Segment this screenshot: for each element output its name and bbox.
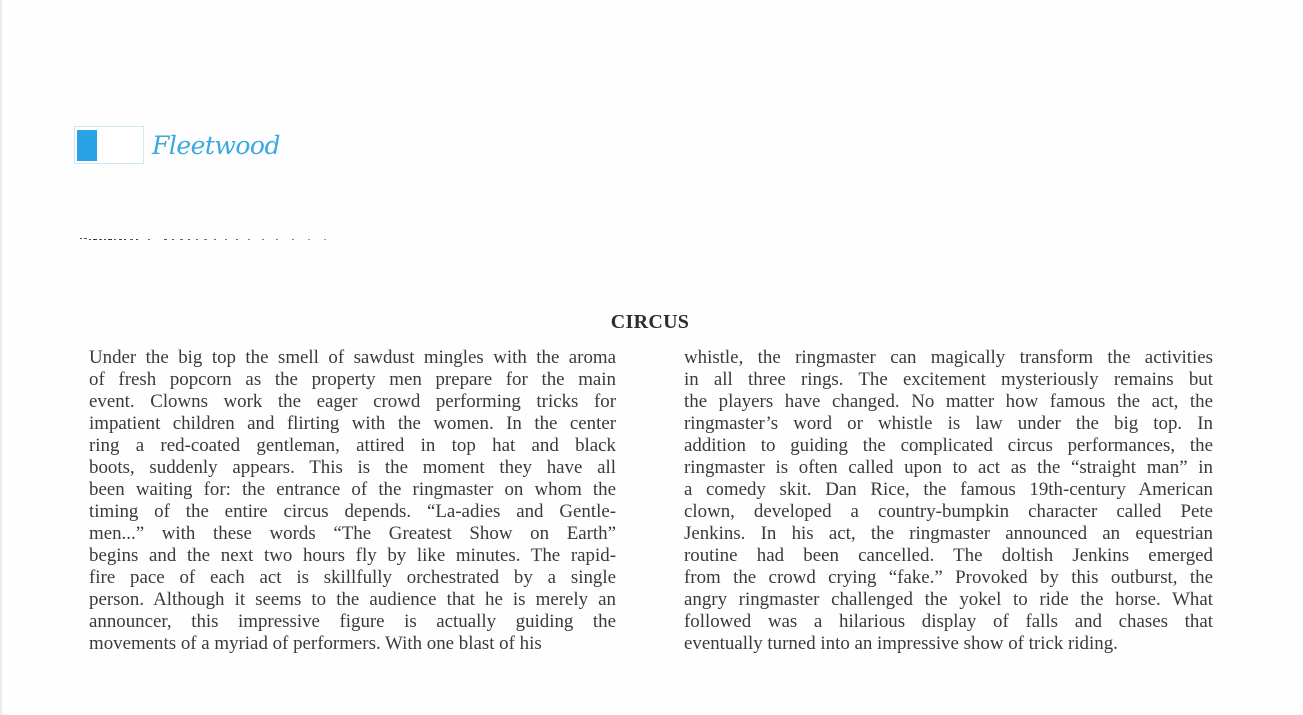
text-line: movements of a myriad of performers. With one blast of his (89, 633, 542, 654)
logo-mark-icon (74, 126, 144, 164)
text-line: event. Clowns work the eager crowd performing tricks for (89, 391, 616, 412)
text-line: been waiting for: the entrance of the ringmaster on whom the (89, 479, 616, 500)
page-edge (0, 0, 2, 715)
text-line: timing of the entire circus depends. “La-adies and Gentle- (89, 501, 616, 522)
text-line: eventually turned into an impressive show of trick riding. (684, 633, 1118, 654)
text-line: ringmaster’s word or whistle is law under the big top. In (684, 413, 1213, 434)
text-line: addition to guiding the complicated circus performances, the (684, 435, 1213, 456)
text-line: a comedy skit. Dan Rice, the famous 19th-century American (684, 479, 1213, 500)
text-line: ringmaster is often called upon to act as the “straight man” in (684, 457, 1213, 478)
text-line: the players have changed. No matter how famous the act, the (684, 391, 1213, 412)
scan-artifact (80, 236, 330, 242)
text-line: fire pace of each act is skillfully orchestrated by a single (89, 567, 616, 588)
text-line: begins and the next two hours fly by like minutes. The rapid- (89, 545, 616, 566)
text-column-left (89, 347, 616, 655)
text-line: routine had been cancelled. The doltish Jenkins emerged (684, 545, 1213, 566)
text-line: Under the big top the smell of sawdust mingles with the aroma (89, 347, 616, 368)
text-line: angry ringmaster challenged the yokel to ride the horse. What (684, 589, 1213, 610)
article-title: CIRCUS (610, 311, 690, 333)
text-line: whistle, the ringmaster can magically transform the activities (684, 347, 1213, 368)
fleetwood-logo (74, 126, 280, 164)
text-line: followed was a hilarious display of falls and chases that (684, 611, 1213, 632)
text-line: from the crowd crying “fake.” Provoked by this outburst, the (684, 567, 1213, 588)
text-line: of fresh popcorn as the property men prepare for the main (89, 369, 616, 390)
text-line: ring a red-coated gentleman, attired in top hat and black (89, 435, 616, 456)
text-line: impatient children and flirting with the women. In the center (89, 413, 616, 434)
logo-mark-fill (77, 130, 97, 161)
text-line: clown, developed a country-bumpkin character called Pete (684, 501, 1213, 522)
text-line: boots, suddenly appears. This is the moment they have all (89, 457, 616, 478)
text-column-right (684, 347, 1213, 655)
text-line: men...” with these words “The Greatest Show on Earth” (89, 523, 616, 544)
text-line: person. Although it seems to the audience that he is merely an (89, 589, 616, 610)
text-line: Jenkins. In his act, the ringmaster announced an equestrian (684, 523, 1213, 544)
text-line: announcer, this impressive figure is actually guiding the (89, 611, 616, 632)
text-line: in all three rings. The excitement mysteriously remains but (684, 369, 1213, 390)
logo-wordmark: Fleetwood (152, 130, 280, 160)
